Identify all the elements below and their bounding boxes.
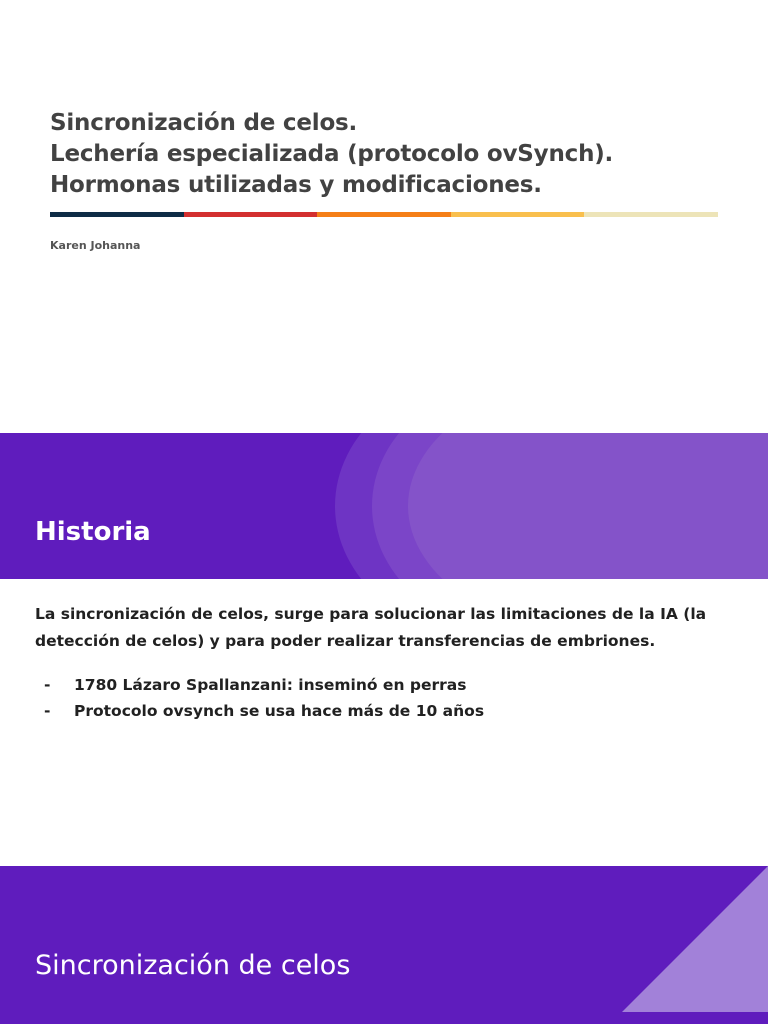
rule-segment bbox=[184, 212, 318, 217]
section-divider-slide bbox=[0, 866, 768, 1024]
bullet-marker: - bbox=[44, 676, 51, 694]
title-line-1: Sincronización de celos. bbox=[50, 110, 358, 136]
rule-segment bbox=[451, 212, 585, 217]
title-slide bbox=[0, 0, 768, 432]
rule-segment bbox=[317, 212, 451, 217]
list-item-text: 1780 Lázaro Spallanzani: inseminó en perras bbox=[74, 676, 467, 694]
accent-triangle bbox=[622, 866, 768, 1012]
section-heading: Sincronización de celos bbox=[35, 950, 351, 981]
decorative-triangle bbox=[0, 866, 768, 1024]
rule-segment bbox=[50, 212, 184, 217]
section-header-band bbox=[0, 433, 768, 579]
title-line-3: Hormonas utilizadas y modificaciones. bbox=[50, 172, 542, 198]
list-item bbox=[35, 698, 735, 724]
section-heading: Historia bbox=[35, 517, 151, 547]
color-rule bbox=[50, 212, 718, 217]
list-item-text: Protocolo ovsynch se usa hace más de 10 años bbox=[74, 702, 485, 720]
title-line-2: Lechería especializada (protocolo ovSynch). bbox=[50, 141, 614, 167]
slide-title bbox=[50, 108, 730, 201]
bullet-marker: - bbox=[44, 702, 51, 720]
bullet-list bbox=[35, 672, 735, 724]
historia-slide bbox=[0, 433, 768, 865]
slide-author: Karen Johanna bbox=[50, 239, 141, 252]
list-item bbox=[35, 672, 735, 698]
decorative-panel bbox=[560, 433, 768, 579]
body-paragraph: La sincronización de celos, surge para solucionar las limitaciones de la IA (la detección de celos) y para poder realizar transferencias de embriones. bbox=[35, 605, 707, 650]
rule-segment bbox=[584, 212, 718, 217]
